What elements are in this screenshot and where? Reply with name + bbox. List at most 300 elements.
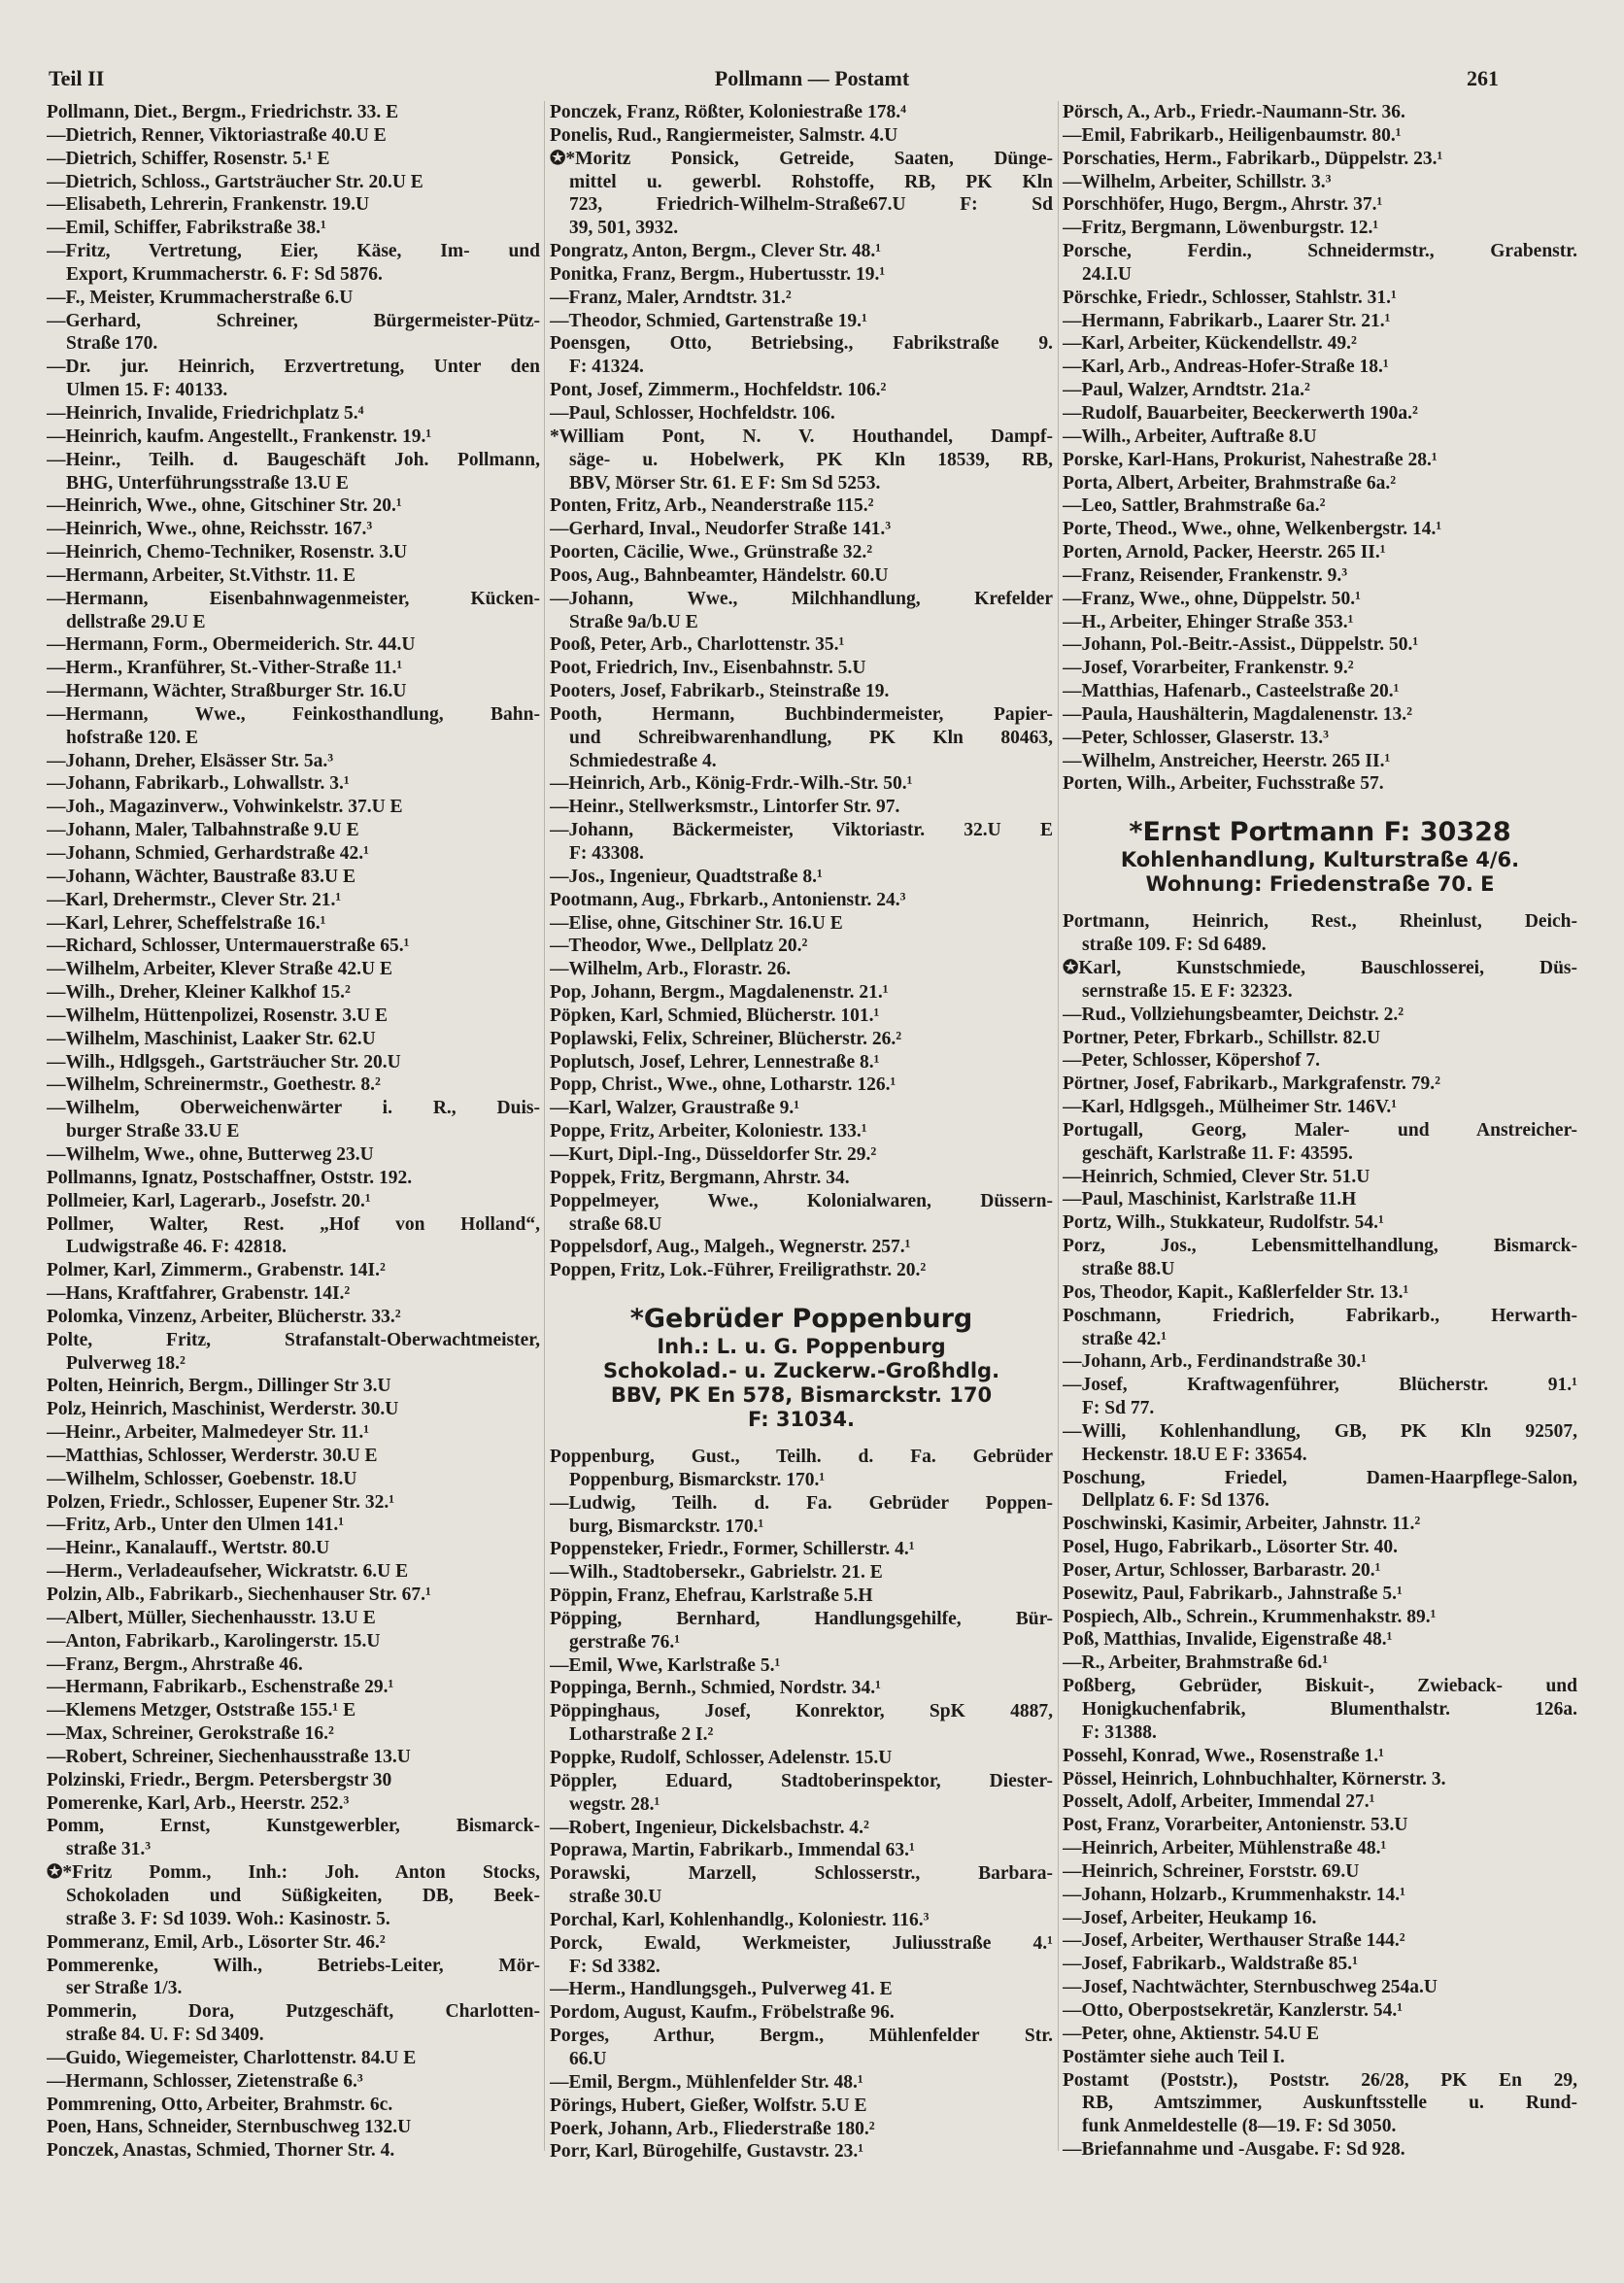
entry-continuation-line: straße 3. F: Sd 1039. Woh.: Kasinostr. 5.	[66, 1908, 390, 1929]
directory-entry	[1063, 657, 1577, 680]
entry-line: —Johann, Wwe., Milchhandlung, Krefelder	[550, 588, 1053, 609]
directory-entry	[550, 1143, 1053, 1167]
entry-line: Ponelis, Rud., Rangiermeister, Salmstr. 4.U	[550, 124, 898, 146]
directory-entry	[47, 1955, 540, 2001]
directory-entry	[47, 1213, 540, 1260]
entry-line: Pollmanns, Ignatz, Postschaffner, Oststr. 192.	[47, 1167, 413, 1188]
entry-line: —Jos., Ingenieur, Quadtstraße 8.¹	[550, 866, 823, 887]
entry-line: Porsche, Ferdin., Schneidermstr., Grabenstr.	[1063, 241, 1577, 262]
directory-entry	[550, 657, 1053, 680]
directory-entry	[1063, 518, 1577, 541]
entry-line: Porte, Theod., Wwe., ohne, Welkenbergstr. 14.¹	[1063, 519, 1442, 540]
directory-entry	[47, 1005, 540, 1028]
entry-continuation-line: ser Straße 1/3.	[66, 1978, 183, 1999]
entry-line: —Franz, Bergm., Ahrstraße 46.	[47, 1653, 303, 1675]
directory-entry	[550, 1236, 1053, 1259]
entry-continuation-line: burg, Bismarckstr. 170.¹	[569, 1516, 764, 1537]
entry-line: —Johann, Arb., Ferdinandstraße 30.¹	[1063, 1351, 1368, 1373]
directory-entry	[1063, 1305, 1577, 1351]
directory-entry	[550, 1608, 1053, 1654]
entry-line: —Josef, Arbeiter, Heukamp 16.	[1063, 1907, 1317, 1928]
directory-entry	[1063, 101, 1577, 124]
directory-entry	[1063, 541, 1577, 564]
entry-line: Pordom, August, Kaufm., Fröbelstraße 96.	[550, 2002, 895, 2024]
directory-entry	[1063, 1235, 1577, 1281]
entry-line: —Albert, Müller, Siechenhausstr. 13.U E	[47, 1607, 376, 1628]
entry-line: —Heinr., Arbeiter, Malmedeyer Str. 11.¹	[47, 1422, 370, 1444]
entry-line: —Fritz, Bergmann, Löwenburgstr. 12.¹	[1063, 218, 1379, 239]
directory-entry	[1063, 1976, 1577, 1999]
entry-continuation-line: Schokoladen und Süßigkeiten, DB, Beek-	[66, 1885, 540, 1906]
directory-entry	[47, 633, 540, 657]
entry-line: Ponczek, Anastas, Schmied, Thorner Str. 4.	[47, 2140, 395, 2162]
directory-entry	[47, 426, 540, 449]
entry-line: —Richard, Schlosser, Untermauerstraße 65.¹	[47, 936, 410, 957]
entry-line: —H., Arbeiter, Ehinger Straße 353.¹	[1063, 611, 1354, 632]
entry-line: Poos, Aug., Bahnbeamter, Händelstr. 60.U	[550, 564, 889, 586]
entry-line: —Emil, Wwe, Karlstraße 5.¹	[550, 1654, 781, 1676]
entry-line: Ponitka, Franz, Bergm., Hubertusstr. 19.¹	[550, 263, 886, 285]
directory-entry	[47, 1607, 540, 1630]
advertisement-line: Wohnung: Friedenstraße 70. E	[1145, 872, 1495, 897]
entry-line: Poppenburg, Gust., Teilh. d. Fa. Gebrüder	[550, 1447, 1053, 1468]
part-label: Teil II	[49, 66, 105, 90]
directory-entry	[550, 2025, 1053, 2071]
directory-entry	[1063, 1350, 1577, 1374]
entry-line: —Karl, Hdlgsgeh., Mülheimer Str. 146V.¹	[1063, 1097, 1398, 1118]
entry-continuation-line: F: Sd 3382.	[569, 1956, 660, 1977]
directory-entry	[1063, 124, 1577, 148]
entry-line: Poppke, Rudolf, Schlosser, Adelenstr. 15.U	[550, 1748, 893, 1768]
advertisement-line: Inh.: L. u. G. Poppenburg	[657, 1335, 946, 1359]
entry-continuation-line: Ludwigstraße 46. F: 42818.	[66, 1237, 287, 1258]
directory-entry	[550, 1862, 1053, 1909]
directory-entry	[550, 935, 1053, 958]
directory-entry	[550, 703, 1053, 773]
entry-line: Poerk, Johann, Arb., Fliederstraße 180.²	[550, 2118, 875, 2139]
directory-entry	[550, 1097, 1053, 1120]
entry-line: —Wilh., Stadtobersekr., Gabrielstr. 21. E	[550, 1562, 883, 1584]
entry-line: —F., Meister, Krummacherstraße 6.U	[47, 287, 354, 308]
directory-entry	[1063, 148, 1577, 171]
directory-entry	[550, 1817, 1053, 1840]
entry-line: —Matthias, Hafenarb., Casteelstraße 20.¹	[1063, 681, 1400, 702]
entry-continuation-line: und Schreibwarenhandlung, PK Kln 80463,	[569, 727, 1053, 748]
entry-line: —Heinrich, Chemo-Techniker, Rosenstr. 3.U	[47, 542, 408, 563]
directory-entry	[47, 1097, 540, 1143]
directory-entry	[550, 564, 1053, 588]
entry-line: —Johann, Maler, Talbahnstraße 9.U E	[47, 820, 359, 841]
entry-continuation-line: straße 88.U	[1082, 1258, 1175, 1279]
entry-line: ✪Karl, Kunstschmiede, Bauschlosserei, Düs-	[1063, 958, 1577, 978]
directory-entry	[47, 657, 540, 680]
directory-entry	[1063, 957, 1577, 1004]
directory-entry	[47, 2116, 540, 2139]
entry-line: —Wilhelm, Maschinist, Laaker Str. 62.U	[47, 1028, 376, 1049]
entry-line: Pöpken, Karl, Schmied, Blücherstr. 101.¹	[550, 1005, 880, 1026]
directory-entry	[550, 819, 1053, 866]
entry-line: —Johann, Schmied, Gerhardstraße 42.¹	[47, 843, 369, 864]
entry-line: —Guido, Wiegemeister, Charlottenstr. 84.U E	[47, 2047, 417, 2068]
entry-line: Poplutsch, Josef, Lehrer, Lennestraße 8.¹	[550, 1051, 880, 1073]
directory-entry	[1063, 1929, 1577, 1953]
directory-entry	[47, 1931, 540, 1955]
directory-entry	[550, 287, 1053, 310]
entry-line: Poorten, Cäcilie, Wwe., Grünstraße 32.²	[550, 542, 873, 563]
column-divider	[544, 101, 545, 2151]
directory-entry	[1063, 1420, 1577, 1467]
directory-entry	[550, 866, 1053, 889]
directory-entry	[47, 1491, 540, 1515]
directory-entry	[47, 935, 540, 958]
entry-continuation-line: funk Anmeldestelle (8—19. F: Sd 3050.	[1082, 2116, 1397, 2137]
entry-line: Pommerenke, Wilh., Betriebs-Leiter, Mör-	[47, 1955, 540, 1976]
entry-line: —R., Arbeiter, Brahmstraße 6d.¹	[1063, 1653, 1329, 1674]
entry-line: —Kurt, Dipl.-Ing., Düsseldorfer Str. 29.²	[550, 1143, 877, 1165]
directory-entry	[47, 1861, 540, 1931]
entry-line: —Dietrich, Schiffer, Rosenstr. 5.¹ E	[47, 148, 330, 169]
entry-line: —Peter, Schlosser, Köpershof 7.	[1063, 1050, 1321, 1072]
directory-entry	[550, 1584, 1053, 1608]
directory-entry	[550, 1747, 1053, 1770]
directory-entry	[47, 1653, 540, 1677]
entry-continuation-line: Honigkuchenfabrik, Blumenthalstr. 126a.	[1082, 1699, 1577, 1720]
entry-line: —Heinrich, Invalide, Friedrichplatz 5.⁴	[47, 402, 364, 424]
entry-continuation-line: 723, Friedrich-Wilhelm-Straße67.U F: Sd	[569, 194, 1053, 216]
entry-line: Porta, Albert, Arbeiter, Brahmstraße 6a.²	[1063, 472, 1397, 494]
entry-continuation-line: 24.I.U	[1082, 263, 1132, 285]
directory-entry	[550, 518, 1053, 541]
directory-entry	[1063, 1188, 1577, 1211]
entry-line: Postämter siehe auch Teil I.	[1063, 2046, 1285, 2067]
entry-line: Porges, Arthur, Bergm., Mühlenfelder Str.	[550, 2026, 1053, 2047]
entry-line: —Klemens Metzger, Oststraße 155.¹ E	[47, 1700, 356, 1721]
directory-entry	[550, 402, 1053, 426]
entry-line: Poen, Hans, Schneider, Sternbuschweg 132.U	[47, 2117, 412, 2138]
directory-entry	[550, 1538, 1053, 1561]
entry-continuation-line: straße 30.U	[569, 1887, 662, 1908]
entry-line: —Johann, Pol.-Beitr.-Assist., Düppelstr. 50.¹	[1063, 634, 1419, 656]
entry-line: —Hermann, Fabrikarb., Eschenstraße 29.¹	[47, 1677, 394, 1698]
advertisement-box	[550, 1304, 1053, 1432]
directory-entry	[47, 2139, 540, 2163]
directory-entry	[47, 819, 540, 842]
entry-line: —Johann, Holzarb., Krummenhakstr. 14.¹	[1063, 1884, 1405, 1905]
directory-entry	[550, 240, 1053, 263]
entry-line: Poot, Friedrich, Inv., Eisenbahnstr. 5.U	[550, 658, 866, 679]
entry-line: Poppen, Fritz, Lok.-Führer, Freiligrathstr. 20.²	[550, 1260, 927, 1281]
entry-line: —Franz, Maler, Arndtstr. 31.²	[550, 287, 792, 308]
entry-line: Pooß, Peter, Arb., Charlottenstr. 35.¹	[550, 634, 845, 656]
directory-entry	[47, 217, 540, 240]
entry-line: Ponczek, Franz, Rößter, Koloniestraße 178.⁴	[550, 102, 906, 122]
directory-entry	[47, 866, 540, 889]
directory-entry	[1063, 494, 1577, 518]
directory-entry	[47, 1560, 540, 1584]
directory-entry	[47, 750, 540, 773]
entry-line: Pörings, Hubert, Gießer, Wolfstr. 5.U E	[550, 2095, 867, 2116]
directory-entry	[550, 1839, 1053, 1862]
entry-line: —Hermann, Form., Obermeiderich. Str. 44.U	[47, 634, 416, 656]
directory-entry	[550, 310, 1053, 333]
entry-line: Pörtner, Josef, Fabrikarb., Markgrafenstr. 79.²	[1063, 1073, 1440, 1095]
directory-entry	[1063, 1374, 1577, 1420]
entry-line: —Wilhelm, Arb., Florastr. 26.	[550, 959, 792, 980]
directory-entry	[550, 1005, 1053, 1028]
entry-line: —Wilh., Dreher, Kleiner Kalkhof 15.²	[47, 982, 351, 1004]
directory-entry	[47, 2070, 540, 2094]
directory-entry	[47, 1028, 540, 1051]
entry-line: —Heinrich, Arb., König-Frdr.-Wilh.-Str. 50.¹	[550, 773, 913, 795]
running-head: Pollmann — Postamt	[714, 66, 910, 90]
entry-line: Poppe, Fritz, Arbeiter, Koloniestr. 133.¹	[550, 1121, 867, 1142]
entry-continuation-line: Export, Krummacherstr. 6. F: Sd 5876.	[66, 263, 383, 285]
directory-entry	[550, 263, 1053, 287]
entry-line: Poßberg, Gebrüder, Biskuit-, Zwieback- und	[1063, 1676, 1577, 1697]
directory-entry	[47, 912, 540, 936]
entry-line: Poser, Artur, Schlosser, Barbarastr. 20.¹	[1063, 1559, 1381, 1581]
directory-entry	[1063, 193, 1577, 217]
directory-column-1	[47, 101, 540, 2163]
entry-line: —Johann, Bäckermeister, Viktoriastr. 32.U E	[550, 820, 1053, 841]
directory-entry	[550, 2001, 1053, 2025]
directory-entry	[47, 1375, 540, 1398]
entry-line: —Karl, Arb., Andreas-Hofer-Straße 18.¹	[1063, 357, 1389, 378]
entry-line: —Rudolf, Bauarbeiter, Beeckerwerth 190a.²	[1063, 402, 1418, 424]
entry-continuation-line: F: 41324.	[569, 357, 644, 378]
directory-entry	[550, 796, 1053, 819]
advertisement-line: BBV, PK En 578, Bismarckstr. 170	[610, 1383, 993, 1408]
directory-entry	[550, 1028, 1053, 1051]
entry-line: —Wilhelm, Arbeiter, Klever Straße 42.U E	[47, 959, 393, 980]
advertisement-line: F: 31034.	[748, 1408, 855, 1432]
entry-continuation-line: F: Sd 77.	[1082, 1398, 1155, 1419]
directory-entry	[550, 981, 1053, 1005]
directory-entry	[1063, 703, 1577, 727]
entry-line: —Wilhelm, Schlosser, Goebenstr. 18.U	[47, 1468, 357, 1489]
entry-line: Posewitz, Paul, Fabrikarb., Jahnstraße 5.¹	[1063, 1583, 1403, 1604]
entry-continuation-line: F: 31388.	[1082, 1721, 1157, 1743]
entry-line: Pos, Theodor, Kapit., Kaßlerfelder Str. 13.¹	[1063, 1281, 1409, 1303]
entry-line: —Peter, ohne, Aktienstr. 54.U E	[1063, 2023, 1319, 2044]
column-divider	[1058, 101, 1059, 2151]
directory-entry	[1063, 1675, 1577, 1745]
entry-line: Polmer, Karl, Zimmerm., Grabenstr. 14I.²	[47, 1260, 386, 1281]
directory-entry	[1063, 750, 1577, 773]
directory-entry	[550, 1770, 1053, 1817]
entry-line: —Heinrich, Schmied, Clever Str. 51.U	[1063, 1166, 1370, 1187]
directory-entry	[1063, 240, 1577, 287]
directory-entry	[550, 541, 1053, 564]
entry-continuation-line: Schmiedestraße 4.	[569, 750, 717, 771]
entry-line: Poschmann, Friedrich, Fabrikarb., Herwarth-	[1063, 1305, 1577, 1326]
directory-entry	[47, 2000, 540, 2047]
entry-continuation-line: Lotharstraße 2 I.²	[569, 1724, 714, 1746]
directory-entry	[47, 981, 540, 1005]
directory-entry	[550, 1446, 1053, 1492]
directory-entry	[550, 1909, 1053, 1932]
entry-line: Pollmer, Walter, Rest. „Hof von Holland“,	[47, 1213, 540, 1235]
entry-continuation-line: F: 43308.	[569, 843, 644, 864]
entry-line: —Rud., Vollziehungsbeamter, Deichstr. 2.²	[1063, 1004, 1404, 1025]
entry-line: Polte, Fritz, Strafanstalt-Oberwachtmeister,	[47, 1329, 540, 1350]
entry-continuation-line: straße 31.³	[66, 1839, 152, 1860]
entry-line: Pollmeier, Karl, Lagerarb., Josefstr. 20.¹	[47, 1190, 371, 1211]
directory-entry	[550, 1051, 1053, 1074]
entry-continuation-line: Poppenburg, Bismarckstr. 170.¹	[569, 1469, 826, 1490]
directory-entry	[1063, 1027, 1577, 1050]
directory-entry	[1063, 1768, 1577, 1791]
directory-entry	[1063, 588, 1577, 611]
directory-entry	[47, 842, 540, 866]
entry-line: Pooth, Hermann, Buchbindermeister, Papier-	[550, 703, 1053, 725]
directory-entry	[47, 310, 540, 357]
directory-entry	[550, 379, 1053, 402]
entry-line: Pollmann, Diet., Bergm., Friedrichstr. 33. E	[47, 102, 399, 122]
advertisement-title: *Ernst Portmann F: 30328	[1129, 817, 1511, 848]
entry-continuation-line: BBV, Mörser Str. 61. E F: Sm Sd 5253.	[569, 472, 881, 494]
entry-line: Pöpping, Bernhard, Handlungsgehilfe, Bür-	[550, 1608, 1053, 1629]
entry-line: Pöppin, Franz, Ehefrau, Karlstraße 5.H	[550, 1585, 873, 1607]
directory-entry	[47, 1699, 540, 1722]
entry-line: —Emil, Schiffer, Fabrikstraße 38.¹	[47, 218, 326, 239]
directory-entry	[47, 1421, 540, 1445]
directory-entry	[47, 564, 540, 588]
entry-line: —Karl, Walzer, Graustraße 9.¹	[550, 1098, 800, 1119]
entry-line: Poprawa, Martin, Fabrikarb., Immendal 63.¹	[550, 1840, 915, 1861]
directory-entry	[1063, 1211, 1577, 1235]
directory-entry	[1063, 1513, 1577, 1536]
entry-line: —Wilhelm, Arbeiter, Schillstr. 3.³	[1063, 171, 1332, 192]
directory-entry	[47, 541, 540, 564]
directory-entry	[47, 494, 540, 518]
directory-entry	[550, 2071, 1053, 2095]
directory-entry	[550, 1492, 1053, 1539]
entry-line: —Josef, Kraftwagenführer, Blücherstr. 91.¹	[1063, 1375, 1577, 1396]
directory-entry	[550, 633, 1053, 657]
entry-line: —Heinrich, Wwe., ohne, Reichsstr. 167.³	[47, 519, 373, 540]
advertisement-title: *Gebrüder Poppenburg	[629, 1304, 973, 1335]
directory-entry	[1063, 1049, 1577, 1073]
directory-entry	[1063, 332, 1577, 356]
entry-line: —Karl, Drehermstr., Clever Str. 21.¹	[47, 889, 342, 910]
entry-line: Pommeranz, Emil, Arb., Lösorter Str. 46.²	[47, 1931, 386, 1953]
entry-line: —Karl, Lehrer, Scheffelstraße 16.¹	[47, 912, 326, 934]
directory-entry	[1063, 356, 1577, 379]
entry-line: —Heinr., Stellwerksmstr., Lintorfer Str. 97.	[550, 797, 900, 818]
directory-entry	[47, 1167, 540, 1190]
entry-line: —Josef, Fabrikarb., Waldstraße 85.¹	[1063, 1954, 1358, 1975]
directory-entry	[47, 1051, 540, 1074]
entry-line: —Leo, Sattler, Brahmstraße 6a.²	[1063, 495, 1326, 517]
directory-entry	[550, 1978, 1053, 2001]
entry-continuation-line: säge- u. Hobelwerk, PK Kln 18539, RB,	[569, 449, 1053, 470]
entry-continuation-line: mittel u. gewerbl. Rohstoffe, RB, PK Kln	[569, 171, 1053, 192]
entry-line: Poppelmeyer, Wwe., Kolonialwaren, Düssern-	[550, 1190, 1053, 1211]
entry-line: —Wilhelm, Schreinermstr., Goethestr. 8.²	[47, 1074, 381, 1096]
directory-entry	[1063, 1467, 1577, 1514]
advertisement-line: Kohlenhandlung, Kulturstraße 4/6.	[1120, 848, 1520, 872]
directory-entry	[47, 1329, 540, 1376]
entry-line: Pössel, Heinrich, Lohnbuchhalter, Körnerstr. 3.	[1063, 1768, 1446, 1789]
directory-entry	[1063, 1953, 1577, 1976]
directory-entry	[47, 2047, 540, 2070]
directory-entry	[550, 1120, 1053, 1143]
entry-line: —Willi, Kohlenhandlung, GB, PK Kln 92507,	[1063, 1420, 1577, 1442]
directory-entry	[1063, 1814, 1577, 1837]
directory-entry	[550, 124, 1053, 148]
entry-line: Pootmann, Aug., Fbrkarb., Antonienstr. 24.³	[550, 889, 906, 910]
entry-line: Poschung, Friedel, Damen-Haarpflege-Salon,	[1063, 1467, 1577, 1488]
entry-line: —Heinrich, Schreiner, Forststr. 69.U	[1063, 1860, 1360, 1882]
entry-line: —Johann, Fabrikarb., Lohwallstr. 3.¹	[47, 773, 350, 795]
entry-line: —Wilhelm, Anstreicher, Heerstr. 265 II.¹	[1063, 750, 1391, 771]
directory-entry	[1063, 379, 1577, 402]
entry-continuation-line: straße 68.U	[569, 1213, 662, 1235]
directory-entry	[1063, 472, 1577, 495]
entry-line: —Hermann, Wwe., Feinkosthandlung, Bahn-	[47, 703, 540, 725]
advertisement-line: Schokolad.- u. Zuckerw.-Großhdlg.	[602, 1359, 1000, 1383]
directory-entry	[1063, 1536, 1577, 1559]
entry-line: Pomm, Ernst, Kunstgewerbler, Bismarck-	[47, 1816, 540, 1837]
directory-entry	[1063, 2138, 1577, 2162]
entry-line: Pospiech, Alb., Schrein., Krummenhakstr. 89.¹	[1063, 1606, 1437, 1627]
entry-line: Poppek, Fritz, Bergmann, Ahrstr. 34.	[550, 1167, 850, 1188]
directory-entry	[47, 1630, 540, 1653]
directory-entry	[550, 889, 1053, 912]
directory-entry	[550, 588, 1053, 634]
directory-entry	[550, 1190, 1053, 1237]
directory-entry	[1063, 1628, 1577, 1652]
directory-entry	[1063, 1907, 1577, 1930]
entry-line: —Josef, Nachtwächter, Sternbuschweg 254a.U	[1063, 1977, 1438, 1998]
entry-line: Porz, Jos., Lebensmittelhandlung, Bismarck-	[1063, 1236, 1577, 1257]
directory-entry	[550, 1654, 1053, 1678]
entry-continuation-line: Straße 9a/b.U E	[569, 611, 698, 632]
directory-entry	[47, 1143, 540, 1167]
entry-line: —Robert, Ingenieur, Dickelsbachstr. 4.²	[550, 1817, 869, 1838]
entry-line: Poppensteker, Friedr., Former, Schillerstr. 4.¹	[550, 1539, 915, 1560]
entry-line: —Hans, Kraftfahrer, Grabenstr. 14I.²	[47, 1283, 351, 1305]
directory-column-3	[1063, 101, 1577, 2162]
directory-entry	[1063, 1166, 1577, 1189]
directory-entry	[1063, 1999, 1577, 2023]
entry-line: —Herm., Verladeaufseher, Wickratstr. 6.U E	[47, 1561, 409, 1583]
directory-entry	[47, 518, 540, 541]
directory-entry	[47, 889, 540, 912]
entry-line: Pooters, Josef, Fabrikarb., Steinstraße 19.	[550, 681, 890, 702]
entry-line: Pommrening, Otto, Arbeiter, Brahmstr. 6c.	[47, 2094, 393, 2115]
entry-line: Pörsch, A., Arb., Friedr.-Naumann-Str. 36.	[1063, 102, 1405, 122]
entry-line: Porck, Ewald, Werkmeister, Juliusstraße 4.¹	[550, 1932, 1053, 1954]
directory-entry	[1063, 1652, 1577, 1675]
entry-line: Posselt, Adolf, Arbeiter, Immendal 27.¹	[1063, 1791, 1375, 1813]
directory-entry	[1063, 1884, 1577, 1907]
directory-entry	[47, 240, 540, 287]
entry-continuation-line: 66.U	[569, 2048, 607, 2069]
entry-line: Pongratz, Anton, Bergm., Clever Str. 48.¹	[550, 241, 882, 262]
entry-line: —Johann, Wächter, Baustraße 83.U E	[47, 866, 355, 887]
entry-line: Polzen, Friedr., Schlosser, Eupener Str. 32.¹	[47, 1491, 395, 1513]
entry-line: —Dietrich, Schloss., Gartsträucher Str. 20.U E	[47, 171, 423, 192]
directory-entry	[550, 2140, 1053, 2164]
directory-entry	[47, 1306, 540, 1329]
entry-line: —Fritz, Vertretung, Eier, Käse, Im- und	[47, 241, 540, 262]
entry-line: —Otto, Oberpostsekretär, Kanzlerstr. 54.¹	[1063, 1999, 1404, 2021]
directory-entry	[550, 2118, 1053, 2141]
entry-line: —Josef, Arbeiter, Werthauser Straße 144.²	[1063, 1930, 1405, 1952]
entry-line: Pörschke, Friedr., Schlosser, Stahlstr. 31.¹	[1063, 287, 1397, 308]
